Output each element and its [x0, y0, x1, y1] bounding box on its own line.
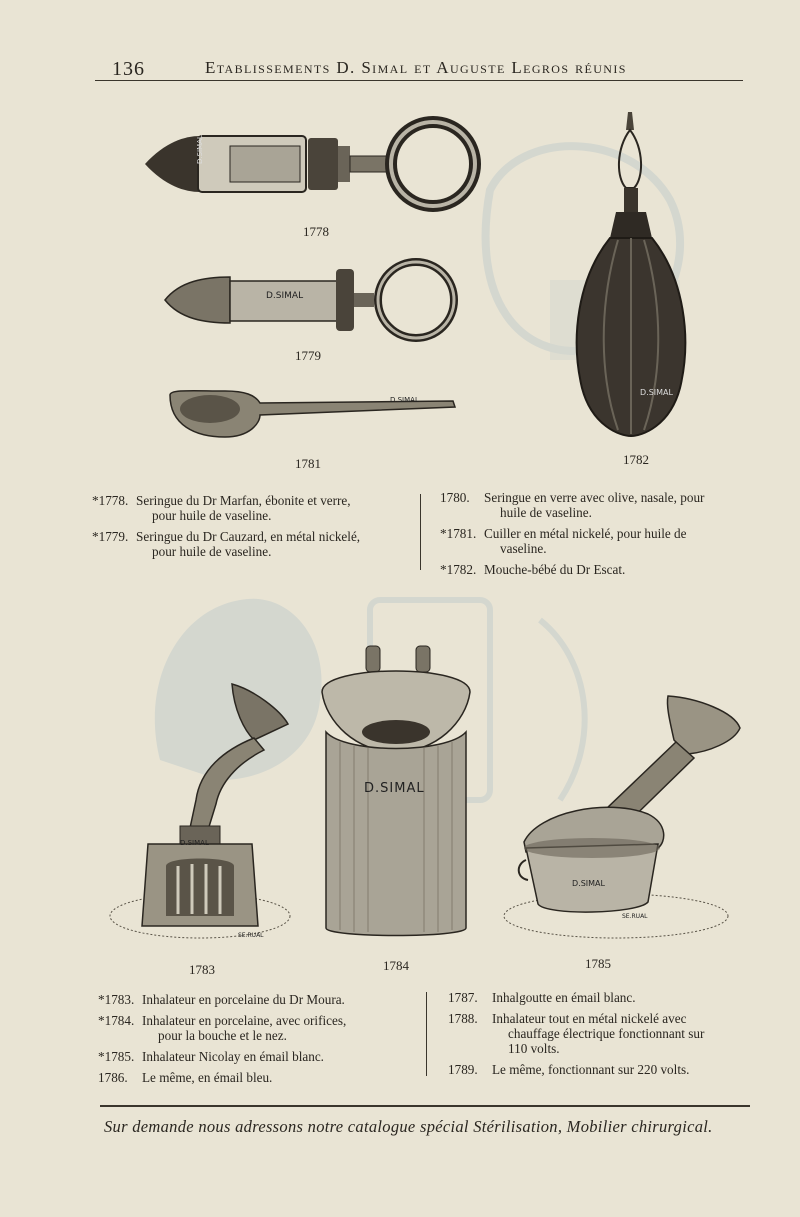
figure-1783-inhalateur	[104, 680, 300, 952]
figure-1782-mouche-bebe	[568, 108, 703, 440]
header-rule	[95, 80, 743, 81]
captions-bottom-left	[98, 992, 416, 1091]
figure-label-1783: 1783	[189, 962, 215, 977]
footer-rule	[100, 1105, 750, 1107]
running-title: Etablissements D. Simal et Auguste Legros réunis	[205, 58, 627, 77]
caption-1787: 1787. Inhalgoutte en émail blanc.	[448, 990, 636, 1005]
caption-1789: 1789. Le même, fonctionnant sur 220 volts.	[448, 1062, 690, 1077]
figure-label-1782: 1782	[623, 452, 649, 467]
svg-text:D.SIMAL: D.SIMAL	[196, 135, 204, 164]
caption-1782: *1782. Mouche-bébé du Dr Escat.	[440, 562, 626, 577]
figure-1781-spoon	[165, 385, 465, 445]
figure-1783-maker-mark: SE.RUAL	[238, 932, 264, 939]
figure-1785-maker-mark: SE.RUAL	[622, 913, 648, 920]
figure-1779-brand: D.SIMAL	[266, 291, 304, 301]
caption-1781: *1781. Cuiller en métal nickelé, pour huile de vaseline.	[440, 526, 687, 556]
caption-divider-bottom	[426, 992, 427, 1076]
figure-label-1785: 1785	[585, 956, 611, 971]
figure-label-1781: 1781	[295, 456, 321, 471]
captions-top-left	[92, 493, 410, 565]
caption-1784: *1784. Inhalateur en porcelaine, avec orifices, pour la bouche et le nez.	[98, 1013, 347, 1043]
figure-label-1779: 1779	[295, 348, 321, 363]
caption-1788: 1788. Inhalateur tout en métal nickelé avec chauffage électrique fonctionnant sur 110 volts.	[448, 1011, 705, 1056]
captions-top-right	[440, 490, 760, 583]
caption-1785: *1785. Inhalateur Nicolay en émail blanc.	[98, 1049, 324, 1064]
caption-divider-top	[420, 494, 421, 570]
figure-label-1784: 1784	[383, 958, 409, 973]
caption-1780: 1780. Seringue en verre avec olive, nasale, pour huile de vaseline.	[440, 490, 705, 520]
figure-1783-brand: D.SIMAL	[180, 839, 209, 847]
figure-label-1778: 1778	[303, 224, 329, 239]
figure-1779-syringe	[160, 255, 460, 345]
figure-1778-syringe	[140, 112, 485, 217]
figure-1785-inhalateur	[498, 692, 744, 942]
footer-note: Sur demande nous adressons notre catalogue spécial Stérilisation, Mobilier chirurgical.	[104, 1117, 713, 1136]
figure-1784-brand: D.SIMAL	[364, 781, 425, 796]
captions-bottom-right	[448, 990, 758, 1083]
figure-1785-brand: D.SIMAL	[572, 879, 605, 888]
figure-1781-brand: D.SIMAL	[390, 396, 419, 404]
caption-1783: *1783. Inhalateur en porcelaine du Dr Moura.	[98, 992, 345, 1007]
figure-1782-brand: D.SIMAL	[640, 388, 673, 397]
caption-1786: 1786. Le même, en émail bleu.	[98, 1070, 273, 1085]
caption-1778: *1778. Seringue du Dr Marfan, ébonite et verre, pour huile de vaseline.	[92, 493, 351, 523]
caption-1779: *1779. Seringue du Dr Cauzard, en métal nickelé, pour huile de vaseline.	[92, 529, 361, 559]
page-number: 136	[112, 58, 145, 80]
